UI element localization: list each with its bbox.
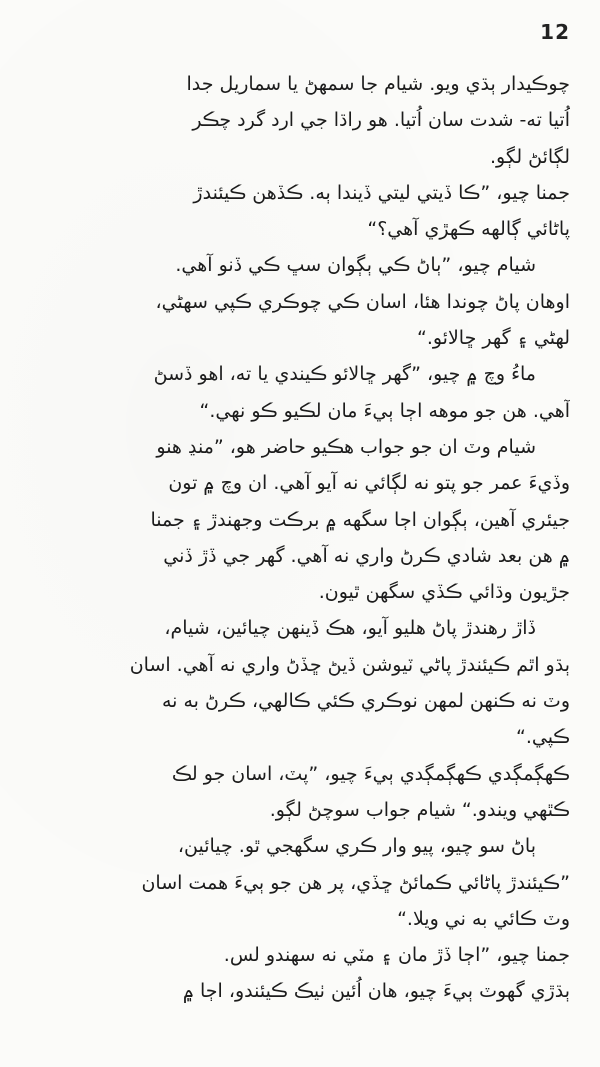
text-line: جيئري آهين، ٻڳوان اڄا سگهه ۾ برڪت وجهندڙ ۽ جمنا: [150, 508, 570, 531]
text-line: ڪٿهي ويندو.“ شيام جواب سوچڻ لڳو.: [269, 798, 570, 821]
text-line: ٻاڻ سو چيو، پيو وار ڪري سگهجي ٿو. چيائين،: [177, 835, 536, 858]
text-line: ”ڪيئندڙ پاڻائي ڪمائڻ ڇڏي، پر هن جو ٻيءَ همت اسان: [141, 871, 570, 894]
text-line: چوڪيدار ٻڌي ويو. شيام جا سمهڻ يا سماريل جدا: [186, 73, 570, 95]
text-line: لهڻي ۽ گهر ڇالائو.“: [416, 327, 570, 350]
page-number: 12: [540, 20, 570, 44]
text-line: اُتيا ته- شدت سان اُتيا. هو راڌا جي ارد گرد چڪر: [192, 109, 570, 132]
text-line: ڪهڳمڳدي ڪهڳمڳدي ٻيءَ چيو، ”پٽ، اسان جو لڪ: [171, 762, 570, 785]
text-line: جڙيون وڌائي ڪڏي سگهن ٿيون.: [318, 581, 570, 604]
text-line: جمنا چيو، ”ڪا ڏيتي ليتي ڏيندا ٻه. ڪڏهن ڪيئندڙ: [193, 181, 570, 204]
text-line: ڪپي.“: [516, 726, 570, 749]
text-line: اوهان پاڻ چوندا هئا، اسان ڪي چوڪري ڪپي سهڻي،: [155, 290, 570, 313]
body-text: [30, 66, 570, 1010]
text-line: وٽ نه ڪنهن لمهن نوڪري ڪئي ڪالهي، ڪرڻ به نه: [161, 690, 570, 713]
text-line: پاڻائي ڳالهه ڪهڙي آهي؟“: [367, 218, 570, 241]
text-line: ماءُ وچ ۾ چيو، ”گهر ڇالائو ڪيندي يا ته، اهو ڏسڻ: [153, 363, 536, 386]
text-line: جمنا چيو، ”اڄا ڏڙ مان ۽ مٽي نه سهندو لس.: [223, 944, 570, 967]
text-line: ٻڌڙي گهوٽ ٻيءَ چيو، هان اُئين ٺيڪ ڪيئندو، اڄا ۾: [182, 980, 570, 1003]
text-line: وٽ ڪائي به ني ويلا.“: [397, 907, 570, 930]
text-line: ٻڌو اٿم ڪيئندڙ پاڻي ٽيوشن ڏيڻ ڇڏڻ واري نه آهي. اسان: [129, 653, 570, 676]
text-line: ۾ هن بعد شادي ڪرڻ واري نه آهي. گهر جي ڏڙ ڏني: [163, 544, 570, 567]
text-line: شيام چيو، ”ٻاڻ ڪي ٻڳوان سڀ ڪي ڏنو آهي.: [175, 254, 536, 277]
text-line: ڏاڙ رهندڙ پاڻ هليو آيو، هڪ ڏينهن چيائين، شيام،: [164, 617, 536, 640]
text-line: آهي. هن جو موهه اڄا ٻيءَ مان لڪيو ڪو نهي.“: [199, 399, 570, 422]
text-line: شيام وٽ ان جو جواب هڪيو حاضر هو، ”منڍ هنو: [156, 435, 536, 458]
text-line: وڏيءَ عمر جو پتو نه لڳائي نه آيو آهي. ان وچ ۾ تون: [168, 472, 570, 495]
text-line: لڳائڻ لڳو.: [490, 145, 570, 168]
